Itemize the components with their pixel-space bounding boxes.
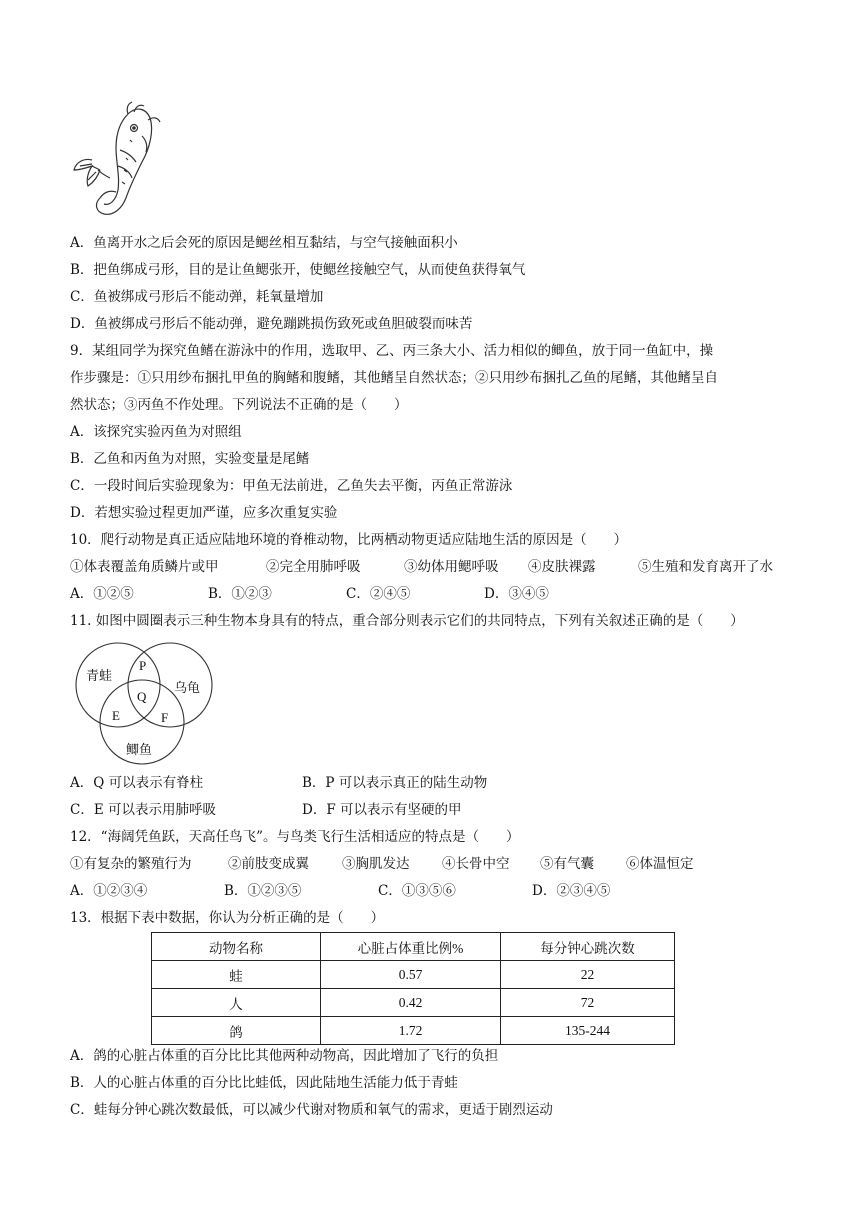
q13-option-a: A．鸽的心脏占体重的百分比比其他两种动物高，因此增加了飞行的负担 xyxy=(70,1048,499,1064)
table-row xyxy=(152,989,675,1017)
q8-option-a: A．鱼离开水之后会死的原因是鳃丝相互黏结，与空气接触面积小 xyxy=(70,235,458,251)
q9-stem-line-3: 然状态；③丙鱼不作处理。下列说法不正确的是（ ） xyxy=(70,397,408,413)
q8-option-c: C．鱼被绑成弓形后不能动弹，耗氧量增加 xyxy=(70,289,324,305)
q10-option-d: D．③④⑤ xyxy=(484,586,549,602)
table-cell: 72 xyxy=(501,989,675,1017)
venn-label-q: Q xyxy=(137,689,147,704)
table-cell: 135-244 xyxy=(501,1017,675,1045)
q9-option-d: D．若想实验过程更加严谨，应多次重复实验 xyxy=(70,505,338,521)
q9-option-a: A．该探究实验丙鱼为对照组 xyxy=(70,424,242,440)
venn-label-frog: 青蛙 xyxy=(86,668,113,683)
table-header-cell: 动物名称 xyxy=(152,933,321,961)
venn-label-p: P xyxy=(139,658,147,673)
table-row xyxy=(152,1017,675,1045)
q12-option-b: B．①②③⑤ xyxy=(224,883,302,899)
q13-option-b: B．人的心脏占体重的百分比比蛙低，因此陆地生活能力低于青蛙 xyxy=(70,1075,458,1091)
q13-option-c: C．蛙每分钟心跳次数最低，可以减少代谢对物质和氧气的需求，更适于剧烈运动 xyxy=(70,1102,553,1118)
q11-option-b: B．P 可以表示真正的陆生动物 xyxy=(302,775,488,791)
table-row xyxy=(152,961,675,989)
q9-option-c: C．一段时间后实验现象为：甲鱼无法前进，乙鱼失去平衡，丙鱼正常游泳 xyxy=(70,478,513,494)
q11-stem: 11. 如图中圆圈表示三种生物本身具有的特点，重合部分则表示它们的共同特点，下列有关叙述正确的是（ ） xyxy=(70,613,744,629)
q10-item-3: ③幼体用鳃呼吸 xyxy=(404,559,499,575)
q11-option-a: A．Q 可以表示有脊柱 xyxy=(70,775,204,791)
table-cell: 人 xyxy=(152,989,321,1017)
q12-item-6: ⑥体温恒定 xyxy=(626,856,694,872)
q8-option-d: D．鱼被绑成弓形后不能动弹，避免蹦跳损伤致死或鱼胆破裂而味苦 xyxy=(70,316,473,332)
q13-stem: 13．根据下表中数据，你认为分析正确的是（ ） xyxy=(70,910,385,926)
q10-option-c: C．②④⑤ xyxy=(346,586,411,602)
q12-item-5: ⑤有气囊 xyxy=(540,856,594,872)
q10-item-4: ④皮肤裸露 xyxy=(528,559,596,575)
q10-item-1: ①体表覆盖角质鳞片或甲 xyxy=(70,559,219,575)
q12-item-2: ②前肢变成翼 xyxy=(228,856,309,872)
venn-label-turtle: 乌龟 xyxy=(174,680,201,695)
q12-item-4: ④长骨中空 xyxy=(442,856,510,872)
q12-option-a: A．①②③④ xyxy=(70,883,148,899)
table-cell: 0.42 xyxy=(321,989,501,1017)
table-cell: 蛙 xyxy=(152,961,321,989)
q10-option-b: B．①②③ xyxy=(208,586,272,602)
venn-diagram xyxy=(70,640,220,765)
venn-label-e: E xyxy=(112,708,120,723)
q10-item-5: ⑤生殖和发育离开了水 xyxy=(638,559,773,575)
q9-stem-line-2: 作步骤是：①只用纱布捆扎甲鱼的胸鳍和腹鳍，其他鳍呈自然状态；②只用纱布捆扎乙鱼的尾鳍，其他鳍呈自 xyxy=(70,370,718,386)
q8-option-b: B．把鱼绑成弓形，目的是让鱼鳃张开，使鳃丝接触空气，从而使鱼获得氧气 xyxy=(70,262,526,278)
table-header-cell: 心脏占体重比例% xyxy=(321,933,501,961)
q12-stem: 12．“海阔凭鱼跃，天高任鸟飞”。与鸟类飞行生活相适应的特点是（ ） xyxy=(70,829,520,845)
table-cell: 鸽 xyxy=(152,1017,321,1045)
table-cell: 0.57 xyxy=(321,961,501,989)
venn-label-f: F xyxy=(161,710,169,725)
q11-option-d: D．F 可以表示有坚硬的甲 xyxy=(302,802,462,818)
q10-option-a: A．①②⑤ xyxy=(70,586,134,602)
q9-stem-line-1: 9．某组同学为探究鱼鳍在游泳中的作用，选取甲、乙、丙三条大小、活力相似的鲫鱼，放于同一鱼缸中，操 xyxy=(70,343,714,359)
q12-option-d: D．②③④⑤ xyxy=(532,883,611,899)
bent-fish-illustration xyxy=(70,100,170,220)
q11-option-c: C．E 可以表示用肺呼吸 xyxy=(70,802,216,818)
table-cell: 1.72 xyxy=(321,1017,501,1045)
q13-data-table xyxy=(151,932,675,1045)
q10-stem: 10．爬行动物是真正适应陆地环境的脊椎动物，比两栖动物更适应陆地生活的原因是（ ） xyxy=(70,532,628,548)
q12-option-c: C．①③⑤⑥ xyxy=(378,883,456,899)
venn-label-carp: 鲫鱼 xyxy=(126,742,153,757)
q12-item-1: ①有复杂的繁殖行为 xyxy=(70,856,192,872)
table-header-cell: 每分钟心跳次数 xyxy=(501,933,675,961)
q10-item-2: ②完全用肺呼吸 xyxy=(266,559,361,575)
table-cell: 22 xyxy=(501,961,675,989)
table-header-row xyxy=(152,933,675,961)
q12-item-3: ③胸肌发达 xyxy=(342,856,410,872)
q9-option-b: B．乙鱼和丙鱼为对照，实验变量是尾鳍 xyxy=(70,451,310,467)
